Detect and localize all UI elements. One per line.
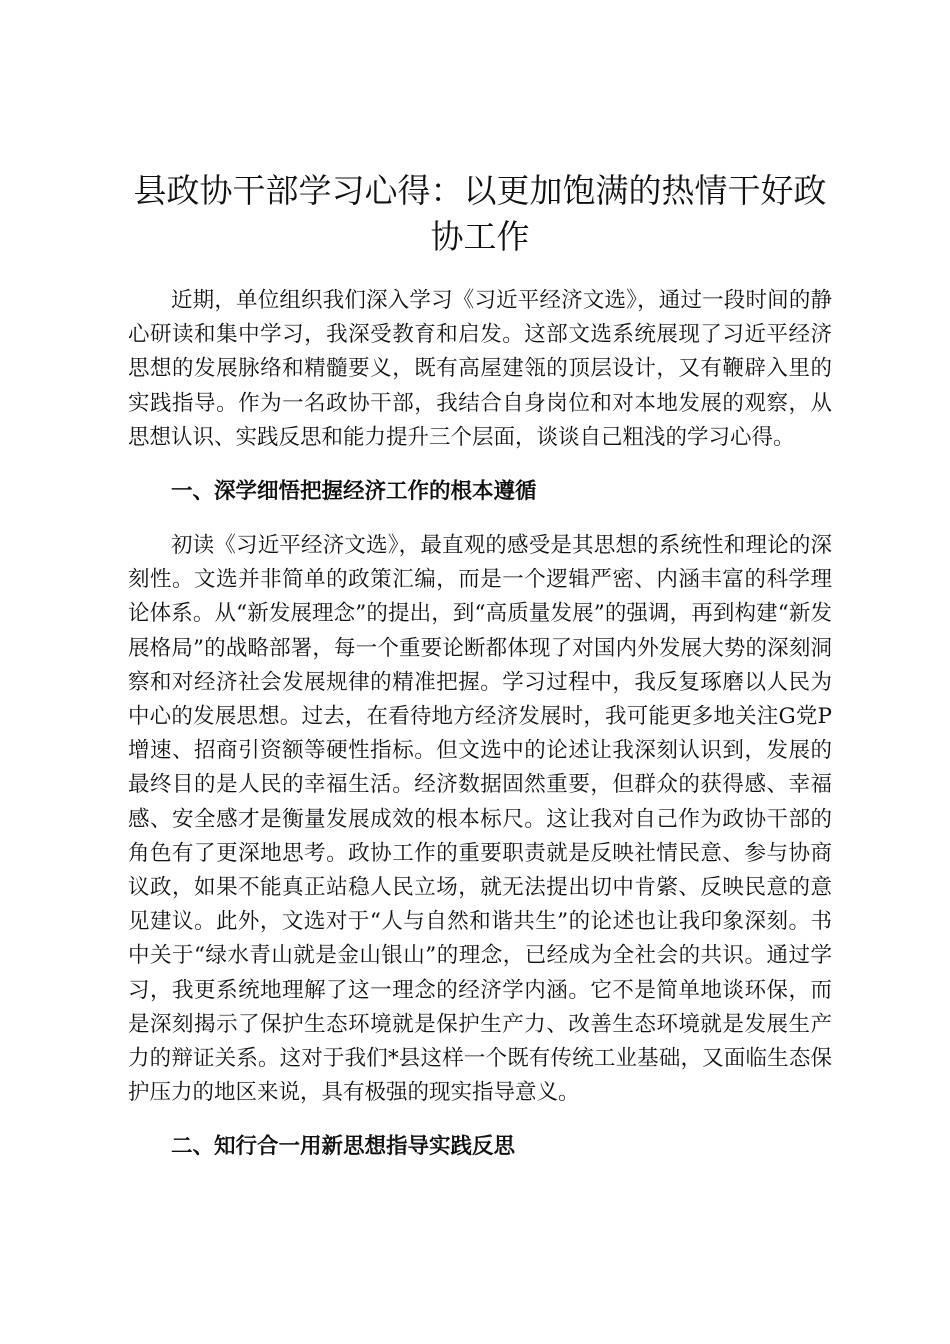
document-title: 县政协干部学习心得：以更加饱满的热情干好政协工作 (133, 171, 827, 256)
section-1-paragraph: 初读《习近平经济文选》，最直观的感受是其思想的系统性和理论的深刻性。文选并非简单的政策汇编，而是一个逻辑严密、内涵丰富的科学理论体系。从“新发展理念”的提出，到“高质量发展”的强调，再到构建“新发展格局”的战略部署，每一个重要论断都体现了对国内外发展大势的深刻洞察和对经济社会发展规律的精准把握。学习过程中，我反复琢磨以人民为中心的发展思想。过去，在看待地方经济发展时，我可能更多地关注G党P增速、招商引资额等硬性指标。但文选中的论述让我深刻认识到，发展的最终目的是人民的幸福生活。经济数据固然重要，但群众的获得感、幸福感、安全感才是衡量发展成效的根本标尺。这让我对自己作为政协干部的角色有了更深地思考。政协工作的重要职责就是反映社情民意、参与协商议政，如果不能真正站稳人民立场，就无法提出切中肯綮、反映民意的意见建议。此外，文选对于“人与自然和谐共生”的论述也让我印象深刻。书中关于“绿水青山就是金山银山”的理念，已经成为全社会的共识。通过学习，我更系统地理解了这一理念的经济学内涵。它不是简单地谈环保，而是深刻揭示了保护生态环境就是保护生产力、改善生态环境就是发展生产力的辩证关系。这对于我们*县这样一个既有传统工业基础，又面临生态保护压力的地区来说，具有极强的现实指导意义。 (128, 533, 832, 1106)
section-heading-1: 一、深学细悟把握经济工作的根本遵循 (171, 479, 537, 505)
document-page (128, 168, 832, 1164)
section-heading-2: 二、知行合一用新思想指导实践反思 (171, 1134, 516, 1160)
intro-paragraph: 近期，单位组织我们深入学习《习近平经济文选》，通过一段时间的静心研读和集中学习，我深受教育和启发。这部文选系统展现了习近平经济思想的发展脉络和精髓要义，既有高屋建瓴的顶层设计，又有鞭辟入里的实践指导。作为一名政协干部，我结合自身岗位和对本地发展的观察，从思想认识、实践反思和能力提升三个层面，谈谈自己粗浅的学习心得。 (128, 288, 832, 450)
